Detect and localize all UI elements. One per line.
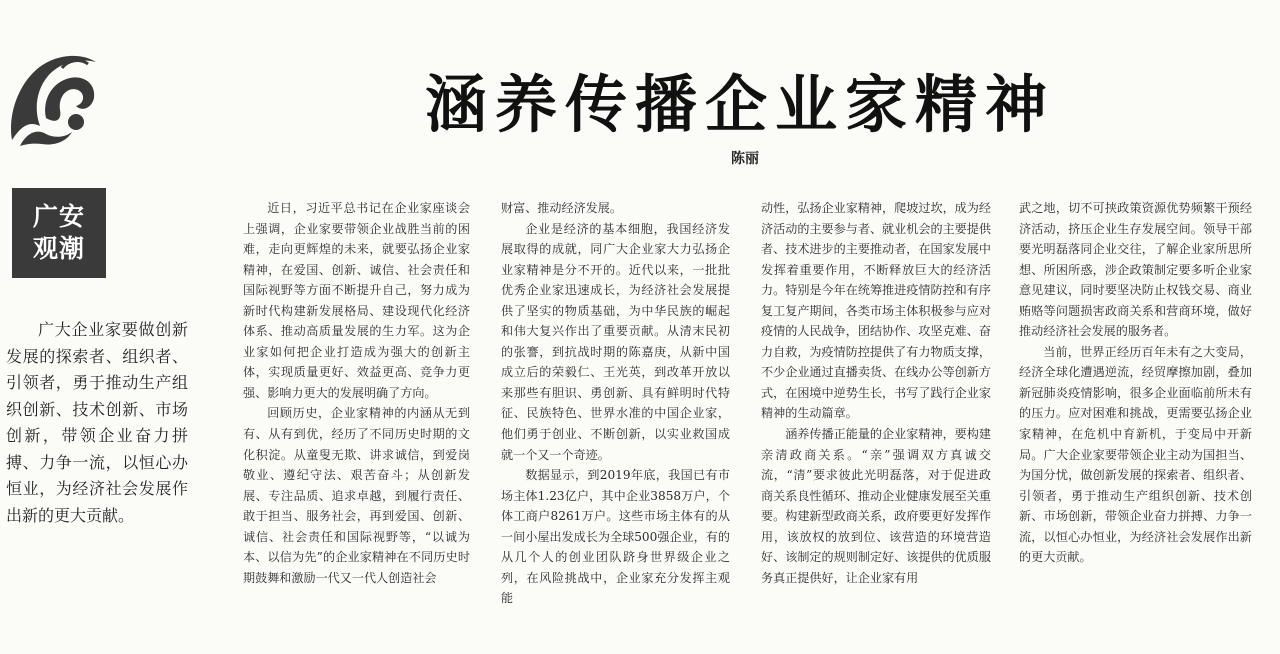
article-column-3 <box>761 198 991 628</box>
article-author: 陈丽 <box>731 151 759 167</box>
article-column-1 <box>243 198 470 628</box>
article-paragraph: 近日，习近平总书记在企业家座谈会上强调，企业家要带领企业战胜当前的困难，走向更辉煌的未来，就要弘扬企业家精神，在爱国、创新、诚信、社会责任和国际视野等方面不断提升自己，努力成为新时代构建新发展格局、建设现代化经济体系、推动高质量发展的生力军。这为企业家如何把企业打造成为强大的创新主体，实现质量更好、效益更高、竞争力更强、影响力更大的发展明确了方向。 <box>243 201 470 400</box>
article-paragraph: 动性，弘扬企业家精神，爬坡过坎，成为经济活动的主要参与者、就业机会的主要提供者、技术进步的主要推动者，在国家发展中发挥着重要作用，不断释放巨大的经济活力。特别是今年在统筹推进疫情防控和有序复工复产期间，各类市场主体积极参与应对疫情的人民战争，团结协作、攻坚克难、奋力自救，为疫情防控提供了有力物质支撑，不少企业通过直播卖货、在线办公等创新方式，在困境中逆势生长，书写了践行企业家精神的生动篇章。 <box>761 201 991 421</box>
article-paragraph: 财富、推动经济发展。 <box>501 201 622 215</box>
article-paragraph: 涵养传播正能量的企业家精神，要构建亲清政商关系。“亲”强调双方真诚交流，“清”要求彼此光明磊落，对于促进政商关系良性循环、推动企业健康发展至关重要。构建新型政商关系，政府要更好发挥作用，该放权的放到位、该营造的环境营造好、该制定的规则制定好、该提供的优质服务真正提供好，让企业家有用 <box>761 427 991 585</box>
article-column-2 <box>501 198 730 628</box>
article-column-4 <box>1019 198 1252 628</box>
article-paragraph: 武之地，切不可挟政策资源优势频繁干预经济活动，挤压企业生存发展空间。领导干部要光明磊落同企业交往，了解企业家所思所想、所困所惑，涉企政策制定要多听企业家意见建议，同时要坚决防止权钱交易、商业贿赂等问题损害政商关系和营商环境，做好推动经济社会发展的服务者。 <box>1019 201 1252 339</box>
section-label-line1: 广安 <box>32 202 85 231</box>
column-section-label <box>12 188 106 278</box>
article-paragraph: 企业是经济的基本细胞，我国经济发展取得的成就，同广大企业家大力弘扬企业家精神是分不开的。近代以来，一批批优秀企业家迅速成长，为经济社会发展提供了坚实的物质基础，为中华民族的崛起和伟大复兴作出了重要贡献。从清末民初的张謇，到抗战时期的陈嘉庚，从新中国成立后的荣毅仁、王光英，到改革开放以来那些有胆识、勇创新、具有鲜明时代特征、民族特色、世界水准的中国企业家，他们勇于创业、不断创新，以实业救国成就一个又一个奇迹。 <box>501 221 730 462</box>
article-headline: 涵养传播企业家精神 <box>424 68 1055 141</box>
article-paragraph: 回顾历史，企业家精神的内涵从无到有、从有到优，经历了不同历史时期的文化积淀。从童叟无欺、讲求诚信，到爱岗敬业、遵纪守法、艰苦奋斗；从创新发展、专注品质、追求卓越，到履行责任、敢于担当、服务社会，再到爱国、创新、诚信、社会责任和国际视野等，“以诚为本、以信为先”的企业家精神在不同历史时期鼓舞和激励一代又一代人创造社会 <box>243 406 470 585</box>
section-label-line2: 观潮 <box>32 234 85 263</box>
column-logo <box>6 48 100 263</box>
article-lead: 广大企业家要做创新发展的探索者、组织者、引领者，勇于推动生产组织创新、技术创新、市场创新，带领企业奋力拼搏、力争一流，以恒心办恒业，为经济社会发展作出新的更大贡献。 <box>6 320 188 525</box>
wave-logo-icon <box>6 48 100 148</box>
article-paragraph: 数据显示，到2019年底，我国已有市场主体1.23亿户，其中企业3858万户，个体工商户8261万户。这些市场主体有的从一间小屋出发成长为全球500强企业，有的从几个人的创业团队跻身世界级企业之列，在风险挑战中，企业家充分发挥主观能 <box>501 468 730 606</box>
article-paragraph: 当前，世界正经历百年未有之大变局，经济全球化遭遇逆流，经贸摩擦加剧，叠加新冠肺炎疫情影响，很多企业面临前所未有的压力。应对困难和挑战，更需要弘扬企业家精神，在危机中育新机，于变局中开新局。广大企业家要带领企业主动为国担当、为国分忧，做创新发展的探索者、组织者、引领者，勇于推动生产组织创新、技术创新、市场创新，带领企业奋力拼搏、力争一流，以恒心办恒业，为经济社会发展作出新的更大贡献。 <box>1019 344 1252 565</box>
